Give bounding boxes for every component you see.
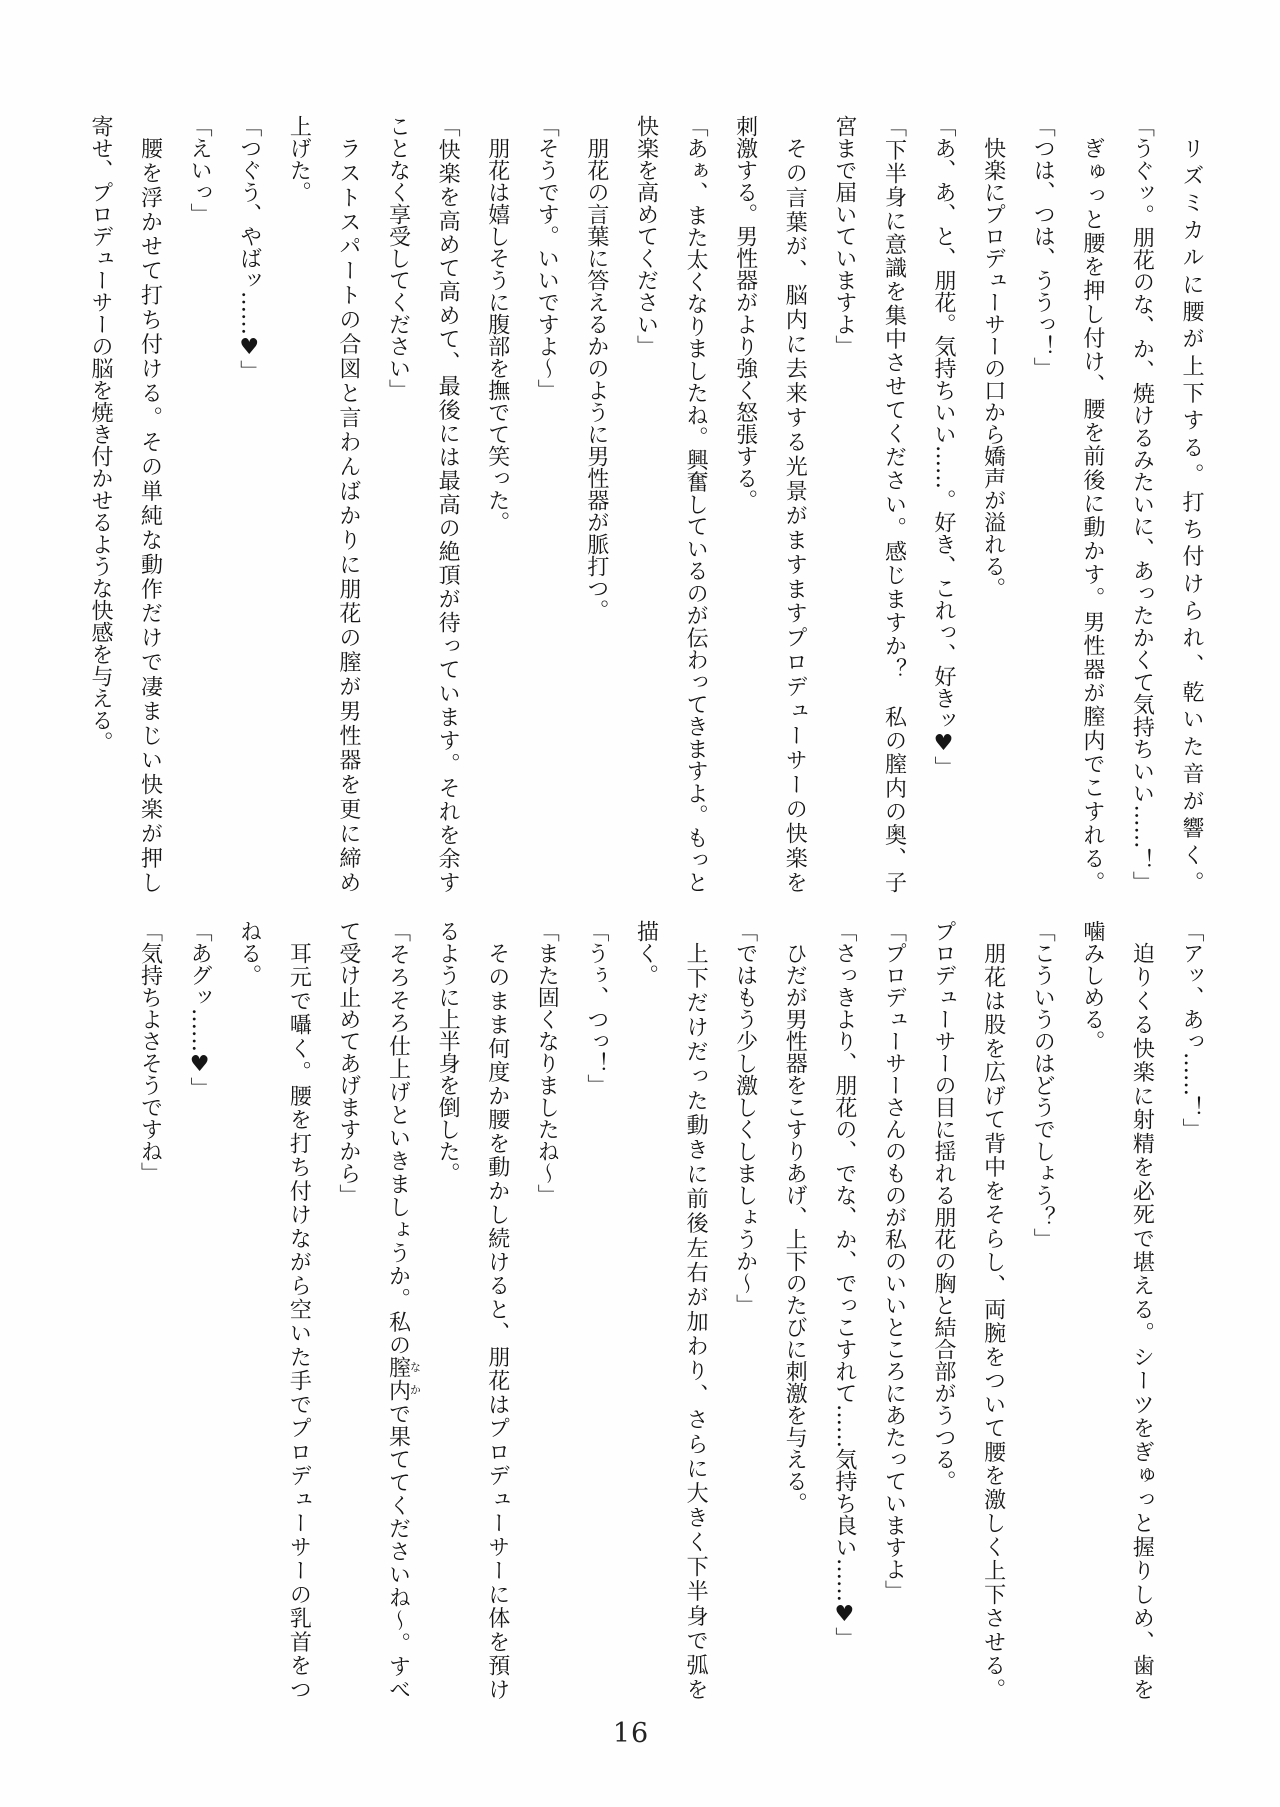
furigana-ruby: 膣内なか [385, 1356, 422, 1403]
text-column: 「そうです。いいですよ〜」 [534, 115, 560, 401]
text-column: 朋花は股を広げて背中をそらし、両腕をついて腰を激しく上下させる。 [980, 942, 1006, 1701]
bottom-text-block [125, 920, 1216, 1700]
text-column: その言葉が、脳内に去来する光景がますますプロデューサーの快楽を [782, 137, 808, 893]
text-column: 腰を浮かせて打ち付ける。その単純な動作だけで凄まじい快楽が押し [137, 137, 163, 894]
text-column: ねる。 [236, 920, 262, 986]
text-column: 「また固くなりましたね〜」 [534, 920, 560, 1206]
text-column: 朋花は嬉しそうに腹部を撫でて笑った。 [484, 137, 510, 533]
text-column: ラストスパートの合図と言わんばかりに朋花の膣が男性器を更に締め [335, 137, 361, 894]
text-column: 迫りくる快楽に射精を必死で堪える。シーツをぎゅっと握りしめ、歯を [1129, 942, 1155, 1700]
text-column: 快楽を高めてください」 [633, 115, 659, 357]
text-column: 上げた。 [286, 115, 312, 203]
text-column: るように上半身を倒した。 [435, 920, 461, 1184]
text-column: 快楽にプロデューサーの口から嬌声が溢れる。 [980, 137, 1006, 599]
text-column: 「そろそろ仕上げといきましょうか。私の膣内なかで果ててくださいね〜。すべ [385, 920, 422, 1701]
text-column: 「あグッ……♥」 [187, 920, 213, 1099]
top-text-block [75, 115, 1216, 893]
text-column: 刺激する。男性器がより強く怒張する。 [732, 115, 758, 511]
text-column: 「こういうのはどうでしょう？」 [1030, 920, 1056, 1250]
text-column: 「アッ、あっ……！」 [1179, 920, 1204, 1140]
text-column: ことなく享受してください」 [385, 115, 411, 401]
text-column: 「気持ちよさそうですね」 [137, 920, 163, 1184]
text-column: そのまま何度か腰を動かし続けると、朋花はプロデューサーに体を預け [484, 942, 510, 1700]
text-column: 「ではもう少し激しくしましょうか〜」 [732, 920, 758, 1316]
text-column: ぎゅっと腰を押し付け、腰を前後に動かす。男性器が膣内でこすれる。 [1079, 137, 1105, 893]
text-column: 上下だけだった動きに前後左右が加わり、さらに大きく下半身で弧を [683, 942, 709, 1700]
text-column: 寄せ、プロデューサーの脳を焼き付かせるような快感を与える。 [87, 115, 113, 753]
text-column: 「あ、あ、と、朋花。気持ちいい……。好き、これっ、好きッ♥」 [931, 115, 957, 778]
text-column: ひだが男性器をこすりあげ、上下のたびに刺激を与える。 [782, 942, 808, 1514]
page-number: 16 [612, 1718, 650, 1749]
text-column: 「つは、つは、ううっ！」 [1030, 115, 1056, 379]
text-column: 朋花の言葉に答えるかのように男性器が脈打つ。 [583, 137, 609, 621]
text-column: 耳元で囁く。腰を打ち付けながら空いた手でプロデューサーの乳首をつ [286, 942, 312, 1700]
text-column: 「うぅ、つっ！」 [583, 920, 609, 1096]
text-column: 「プロデューサーさんのものが私のいいところにあたっていますよ」 [881, 920, 907, 1602]
text-column: 「快楽を高めて高めて、最後には最高の絶頂が待っています。それを余す [435, 115, 461, 893]
text-column: 描く。 [633, 920, 659, 986]
text-column: 「えいっ」 [187, 115, 213, 225]
text-column: 「さっきより、朋花の、でな、か、でっこすれて……気持ち良い……♥」 [831, 920, 857, 1649]
text-column: 「下半身に意識を集中させてください。感じますか？ 私の膣内の奥、子 [881, 115, 907, 893]
text-column: 「うぐッ。朋花のな、か、焼けるみたいに、あったかくて気持ちいい……！」 [1129, 115, 1155, 894]
text-column: 噛みしめる。 [1079, 920, 1105, 1052]
text-column: リズミカルに腰が上下する。打ち付けられ、乾いた音が響く。 [1179, 137, 1204, 893]
text-column: プロデューサーの目に揺れる朋花の胸と結合部がうつる。 [931, 920, 957, 1492]
text-column: て受け止めてあげますから」 [335, 920, 361, 1206]
text-column: 宮まで届いていますよ」 [831, 115, 857, 357]
text-column: 「つぐう、やばッ……♥」 [236, 115, 262, 382]
text-column: 「あぁ、また太くなりましたね。興奮しているのが伝わってきますよ。もっと [683, 115, 709, 893]
